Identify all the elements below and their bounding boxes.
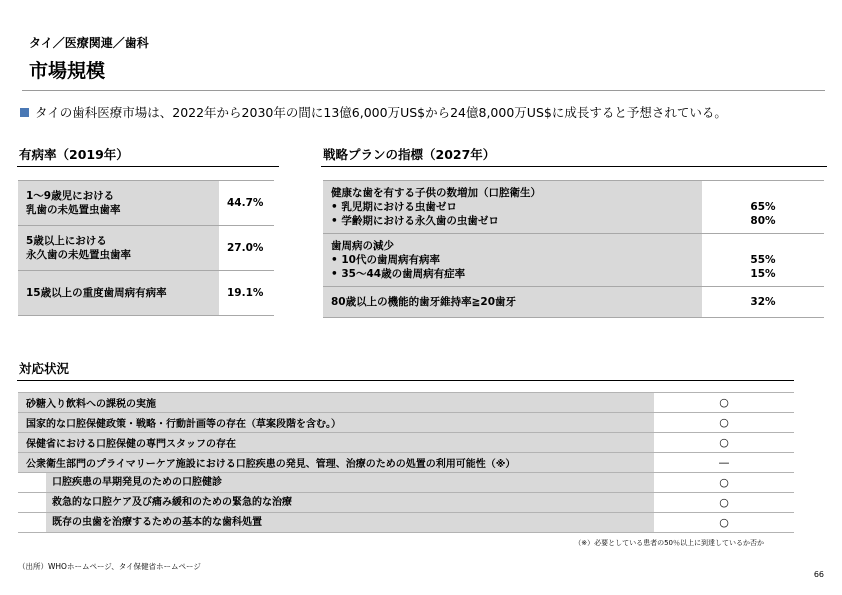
- strategy-value: 80%: [750, 215, 776, 227]
- prevalence-label: [18, 181, 219, 226]
- prevalence-label-line: 1～9歳児における: [26, 189, 115, 202]
- strategy-values: [702, 181, 824, 234]
- prevalence-label-line: 乳歯の未処置虫歯率: [26, 204, 121, 216]
- status-label: 保健省における口腔保健の専門スタッフの存在: [18, 433, 654, 453]
- table-row: [18, 413, 794, 433]
- strategy-item: • 10代の歯周病有病率: [331, 253, 440, 266]
- prevalence-heading: 有病率（2019年）: [19, 147, 129, 162]
- status-rule: [17, 380, 794, 381]
- status-sub-label: [18, 493, 654, 513]
- table-row: [18, 453, 794, 473]
- summary-text: タイの歯科医療市場は、2022年から2030年の間に13億6,000万US$から24億8,000万US$に成長すると予想されている。: [35, 105, 727, 120]
- strategy-group-title: 歯周病の減少: [331, 239, 394, 252]
- strategy-value: 32%: [750, 295, 776, 308]
- table-row: [18, 433, 794, 453]
- prevalence-label-line: 5歳以上における: [26, 234, 107, 247]
- status-footnote: （※）必要としている患者の50％以上に到達しているか否か: [574, 539, 764, 547]
- strategy-label: [323, 287, 702, 318]
- table-row: [18, 226, 274, 271]
- status-mark: ○: [654, 513, 794, 533]
- status-mark: ○: [654, 413, 794, 433]
- prevalence-value: 19.1%: [219, 271, 274, 316]
- status-sub-label-text: 救急的な口腔ケア及び痛み緩和のための緊急的な治療: [46, 493, 654, 512]
- status-mark: ○: [654, 433, 794, 453]
- prevalence-rule: [17, 166, 279, 167]
- strategy-item: • 35～44歳の歯周病有症率: [331, 268, 466, 281]
- prevalence-value: 44.7%: [219, 181, 274, 226]
- status-mark: ○: [654, 493, 794, 513]
- prevalence-label: [18, 226, 219, 271]
- table-row: [323, 287, 824, 318]
- page-number: 66: [813, 570, 824, 579]
- bullet-square-icon: [20, 108, 29, 117]
- strategy-item: • 乳児期における虫歯ゼロ: [331, 200, 457, 213]
- status-mark: ○: [654, 393, 794, 413]
- status-label: 国家的な口腔保健政策・戦略・行動計画等の存在（草案段階を含む。）: [18, 413, 654, 433]
- table-row: [18, 493, 794, 513]
- table-row: [18, 393, 794, 413]
- strategy-rule: [321, 166, 827, 167]
- table-row: [18, 473, 794, 493]
- page-title: 市場規模: [29, 60, 106, 82]
- strategy-value: 15%: [750, 268, 776, 280]
- status-heading: 対応状況: [19, 361, 70, 376]
- table-row: [18, 271, 274, 316]
- strategy-value: 55%: [750, 253, 776, 266]
- status-table: [18, 392, 794, 533]
- prevalence-value: 27.0%: [219, 226, 274, 271]
- status-label: 砂糖入り飲料への課税の実施: [18, 393, 654, 413]
- table-row: [18, 513, 794, 533]
- strategy-label: [323, 181, 702, 234]
- status-mark: ○: [654, 473, 794, 493]
- summary-line: [20, 103, 727, 121]
- strategy-values: [702, 287, 824, 318]
- status-sub-label-text: 既存の虫歯を治療するための基本的な歯科処置: [46, 513, 654, 532]
- status-sub-label-text: 口腔疾患の早期発見のための口腔健診: [46, 473, 654, 492]
- table-row: [18, 181, 274, 226]
- prevalence-table: [18, 180, 274, 316]
- status-label: 公衆衛生部門のプライマリーケア施設における口腔疾患の発見、管理、治療のための処置の利用可能性（※）: [18, 453, 654, 473]
- breadcrumb: タイ／医療関連／歯科: [29, 36, 149, 50]
- strategy-table: [323, 180, 824, 318]
- strategy-group-title: 健康な歯を有する子供の数増加（口腔衛生）: [331, 186, 541, 199]
- strategy-value: 65%: [750, 200, 776, 213]
- status-sub-label: [18, 513, 654, 533]
- prevalence-label-line: 15歳以上の重度歯周病有病率: [26, 286, 167, 299]
- status-mark: —: [654, 453, 794, 473]
- prevalence-label-line: 永久歯の未処置虫歯率: [26, 249, 131, 261]
- prevalence-label: [18, 271, 219, 316]
- table-row: [323, 181, 824, 234]
- status-sub-label: [18, 473, 654, 493]
- strategy-group-title: 80歳以上の機能的歯牙維持率≧20歯牙: [331, 295, 517, 308]
- strategy-heading: 戦略プランの指標（2027年）: [323, 147, 496, 162]
- title-divider: [22, 90, 825, 91]
- strategy-item: • 学齢期における永久歯の虫歯ゼロ: [331, 215, 499, 228]
- strategy-label: [323, 234, 702, 287]
- source-note: （出所）WHOホームページ、タイ保健省ホームページ: [18, 562, 201, 571]
- table-row: [323, 234, 824, 287]
- strategy-values: [702, 234, 824, 287]
